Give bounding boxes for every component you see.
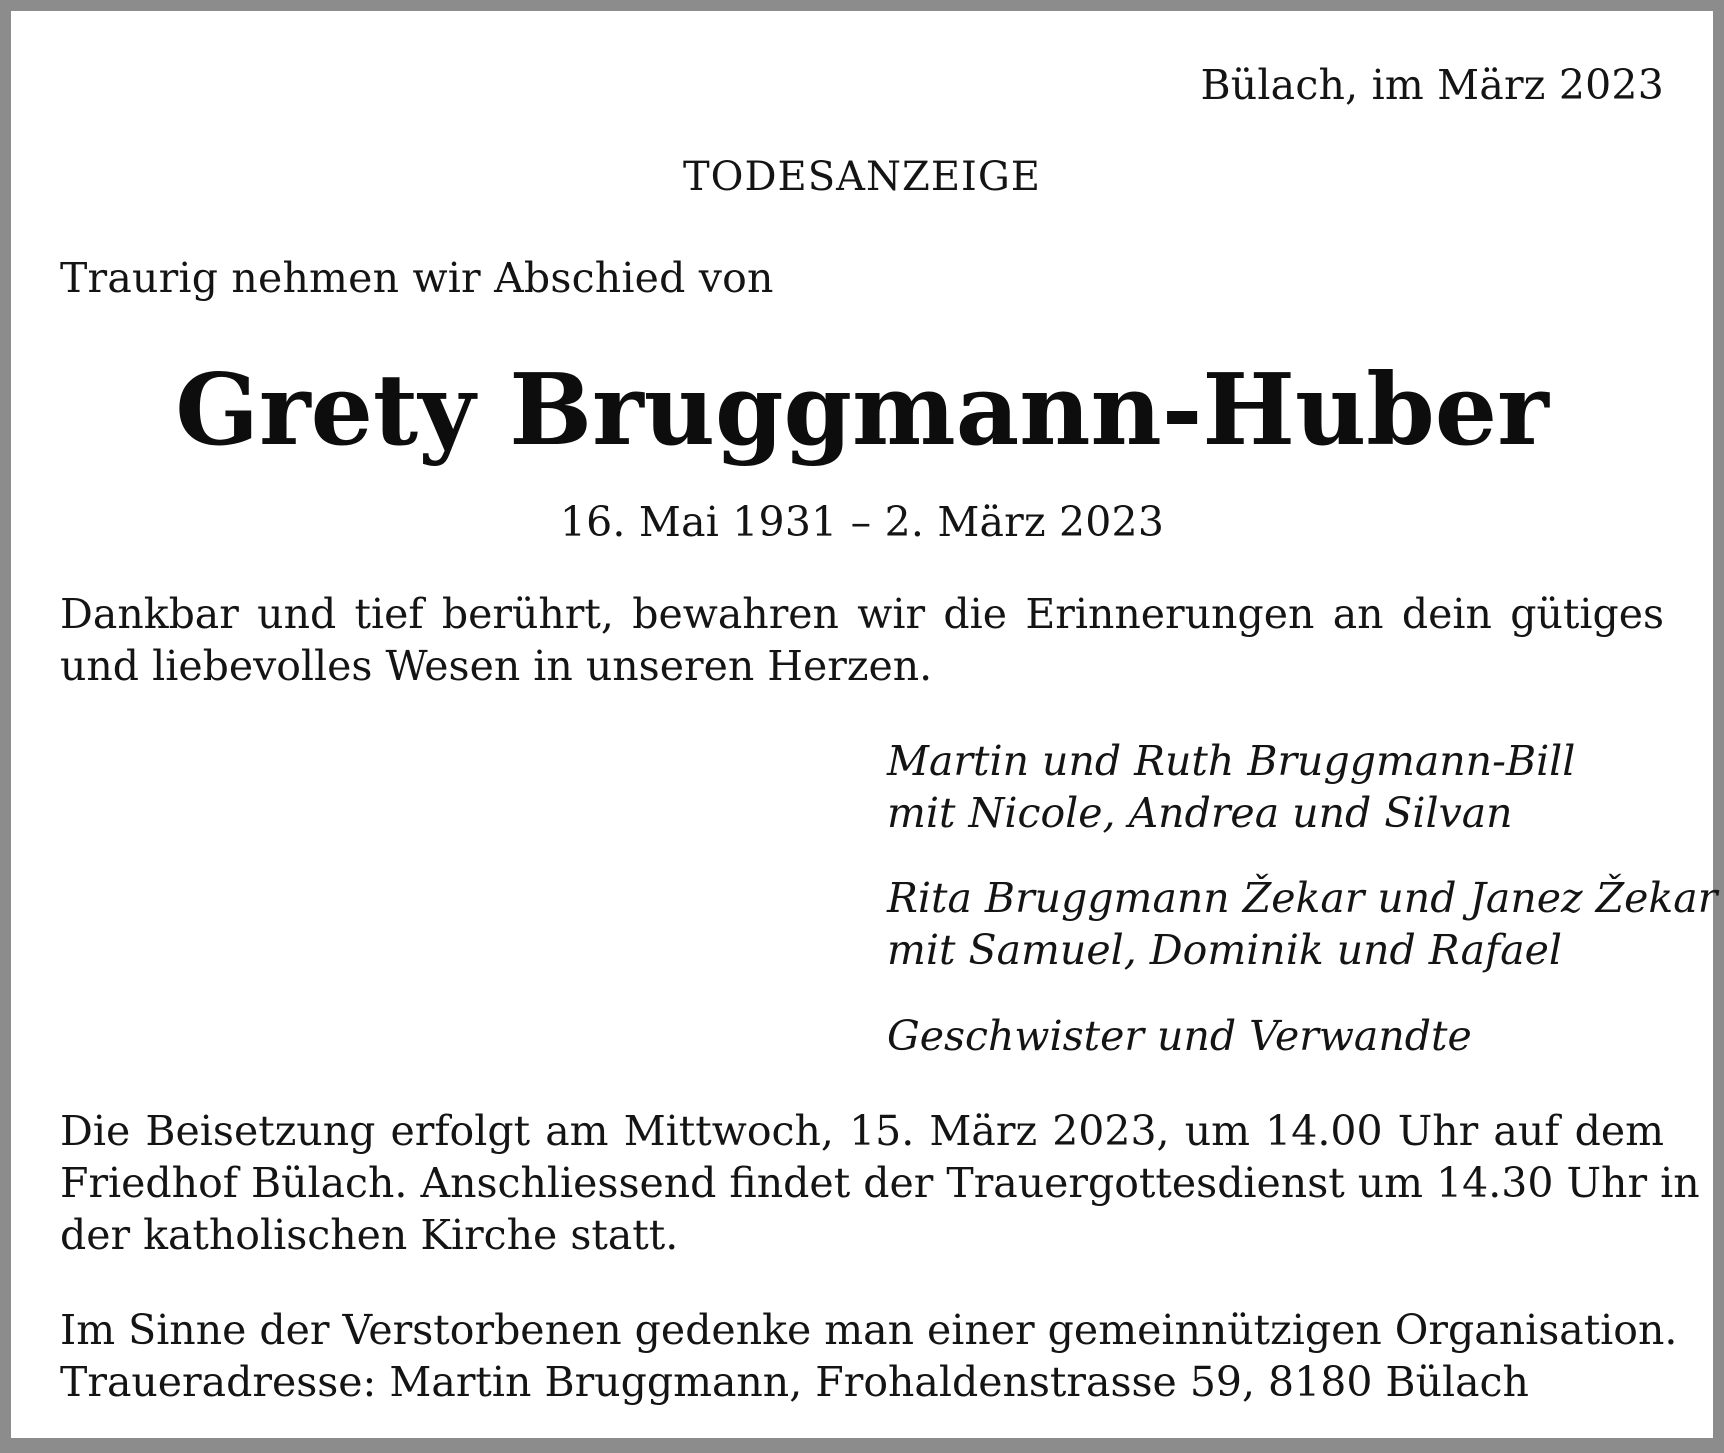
tribute-line: und liebevolles Wesen in unseren Herzen.: [60, 642, 933, 690]
funeral-paragraph: [60, 1105, 1700, 1261]
funeral-line: der katholischen Kirche statt.: [60, 1211, 679, 1259]
mourner-line: mit Nicole, Andrea und Silvan: [887, 789, 1513, 837]
funeral-line: Die Beisetzung erfolgt am Mittwoch, 15. März 2023, um 14.00 Uhr auf dem: [60, 1107, 1664, 1155]
tribute-line: Dankbar und tief berührt, bewahren wir die Erinnerungen an dein gütiges: [60, 590, 1664, 638]
place-date: Bülach, im März 2023: [1200, 61, 1664, 109]
mourner-line: Martin und Ruth Bruggmann-Bill: [887, 737, 1576, 785]
funeral-line: Friedhof Bülach. Anschliessend findet der Trauergottesdienst um 14.30 Uhr in: [60, 1159, 1700, 1207]
mourner-line: Geschwister und Verwandte: [887, 1012, 1472, 1060]
closing-line: Im Sinne der Verstorbenen gedenke man einer gemeinnützigen Organisation.: [60, 1306, 1678, 1354]
closing-line: Traueradresse: Martin Bruggmann, Frohaldenstrasse 59, 8180 Bülach: [60, 1358, 1529, 1406]
deceased-name: Grety Bruggmann-Huber: [175, 353, 1549, 468]
mourner-line: Rita Bruggmann Žekar und Janez Žekar: [887, 874, 1718, 922]
mourner-group: [887, 735, 1575, 839]
intro-text: Traurig nehmen wir Abschied von: [60, 254, 774, 302]
notice-heading: TODESANZEIGE: [683, 154, 1041, 200]
closing-paragraph: [60, 1304, 1678, 1408]
life-dates: 16. Mai 1931 – 2. März 2023: [559, 498, 1165, 546]
mourner-line: mit Samuel, Dominik und Rafael: [887, 926, 1563, 974]
mourner-group: [887, 872, 1717, 976]
mourner-group: [887, 1010, 1472, 1062]
tribute-paragraph: [60, 588, 1664, 692]
